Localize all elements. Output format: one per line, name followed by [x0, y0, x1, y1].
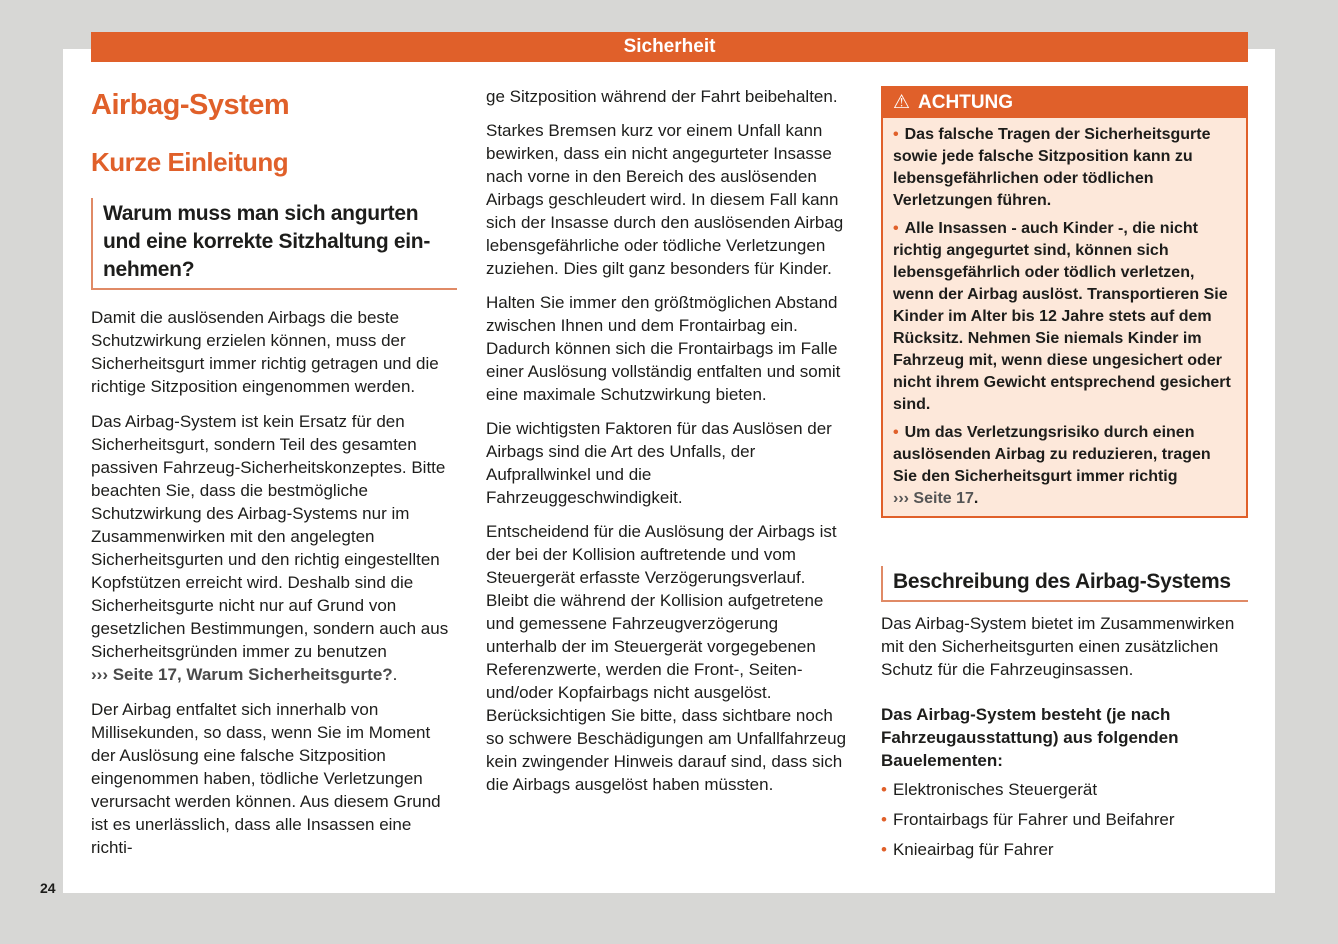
warning-item: [893, 218, 1236, 416]
cross-reference-link[interactable]: ››› Seite 17, Warum Sicherheitsgurte?: [91, 665, 393, 684]
paragraph: Entscheidend für die Auslösung der Airbags ist der bei der Kollision auftretende und vom Steuergerät erfasste Verzögerungsverlauf. Bleibt die während der Kollision aufgetretene und gemessene Fahrzeugverzögerung unterhalb der im Steuergerät vorgegebenen Referenzwerte, werden die Front-, Seiten- und/oder Kopfairbags nicht ausgelöst. Berücksichtigen Sie bitte, dass sichtbare noch so schwere Beschädigungen am Unfallfahrzeug kein zwingender Hinweis darauf sind, dass sich die Airbags ausgelöst haben müssten.: [486, 522, 847, 794]
bullet-icon: •: [881, 840, 887, 859]
cross-reference-link[interactable]: ››› Seite 17: [893, 490, 974, 507]
paragraph: Starkes Bremsen kurz vor einem Unfall kann bewirken, dass ein nicht angegurteter Insasse nach vorne in den Bereich des auslösenden Airbags geschleudert wird. In diesem Fall kann sich der Insasse durch den auslösenden Airbag lebensgefährliche oder tödliche Verletzungen zuziehen. Dies gilt ganz besonders für Kinder.: [486, 121, 844, 278]
warning-item-text: Alle Insassen - auch Kinder -, die nicht richtig angegurtet sind, können sich lebensgefährlich oder tödlich verletzen, wenn der Airbag auslöst. Transportieren Sie Kinder im Alter bis 12 Jahre stets auf dem Rücksitz. Nehmen Sie niemals Kinder im Fahrzeug mit, wenn diese ungesichert oder nicht ihrem Gewicht entsprechend gesichert sind.: [893, 220, 1231, 413]
list-item-text: Elektronisches Steuergerät: [892, 780, 1098, 799]
paragraph: Halten Sie immer den größtmöglichen Abstand zwischen Ihnen und dem Frontairbag ein. Dadurch können sich die Frontairbags im Falle einer Auslösung vollständig entfalten und somit eine maximale Schutzwirkung bieten.: [486, 293, 841, 404]
list-item: [881, 808, 1248, 831]
warning-body: [883, 118, 1246, 516]
warning-item-text: Das falsche Tragen der Sicherheitsgurte sowie jede falsche Sitzposition kann zu lebensgefährlichen oder tödlichen Verletzungen führen.: [893, 126, 1211, 209]
section-subtitle: Kurze Einleitung: [91, 147, 289, 177]
middle-column: [486, 84, 852, 796]
left-column: [91, 84, 457, 859]
list-item: [881, 838, 1248, 861]
bullet-icon: •: [893, 126, 899, 143]
components-intro: Das Airbag-System besteht (je nach Fahrzeugausstattung) aus folgenden Bauelementen:: [881, 705, 1179, 770]
paragraph: ge Sitzposition während der Fahrt beibehalten.: [486, 87, 838, 106]
intro-paragraph: Das Airbag-System bietet im Zusammenwirken mit den Sicherheitsgurten einen zusätzlichen Schutz für die Fahrzeuginsassen.: [881, 614, 1235, 679]
punctuation: .: [973, 490, 979, 507]
warning-item-text: Um das Verletzungsrisiko durch einen auslösenden Airbag zu reduzieren, tragen Sie den Sicherheitsgurt immer richtig: [893, 424, 1211, 485]
paragraph: [91, 410, 457, 686]
warning-header: [883, 88, 1246, 118]
bullet-icon: •: [881, 810, 887, 829]
section-header-bar: [91, 32, 1248, 62]
bullet-icon: •: [881, 780, 887, 799]
components-list: [881, 778, 1248, 861]
page-number: 24: [40, 880, 56, 896]
question-heading: Warum muss man sich angurten und eine korrekte Sitzhaltung ein-nehmen?: [91, 198, 457, 290]
paragraph: Der Airbag entfaltet sich innerhalb von Millisekunden, so dass, wenn Sie im Moment der Auslösung eine falsche Sitzposition eingenommen haben, tödliche Verletzungen verursacht werden können. Aus diesem Grund ist es unerlässlich, dass alle Insassen eine richti-: [91, 700, 441, 857]
list-item: [881, 778, 1248, 801]
warning-box: [881, 86, 1248, 518]
paragraph: Die wichtigsten Faktoren für das Auslösen der Airbags sind die Art des Unfalls, der Aufprallwinkel und die Fahrzeuggeschwindigkeit.: [486, 419, 832, 507]
warning-title: ACHTUNG: [918, 92, 1014, 113]
bullet-icon: •: [893, 220, 899, 237]
bullet-icon: •: [893, 424, 899, 441]
warning-triangle-icon: ⚠: [893, 92, 911, 113]
paragraph: Damit die auslösenden Airbags die beste Schutzwirkung erzielen können, muss der Sicherheitsgurt immer richtig getragen und die richtige Sitzposition eingenommen werden.: [91, 308, 439, 396]
warning-item: [893, 124, 1236, 212]
section-heading: Beschreibung des Airbag-Systems: [881, 566, 1248, 602]
warning-item: [893, 422, 1236, 510]
list-item-text: Knieairbag für Fahrer: [892, 840, 1054, 859]
right-column: [881, 84, 1248, 868]
section-header-title: Sicherheit: [623, 36, 716, 57]
punctuation: .: [392, 665, 398, 684]
list-item-text: Frontairbags für Fahrer und Beifahrer: [892, 810, 1175, 829]
paragraph-text: Das Airbag-System ist kein Ersatz für den Sicherheitsgurt, sondern Teil des gesamten passiven Fahrzeug-Sicherheitskonzeptes. Bitte beachten Sie, dass die bestmögliche Schutzwirkung des Airbag-Systems nur im Zusammenwirken mit den angelegten Sicherheitsgurten und den richtig eingestellten Kopfstützen erreicht wird. Deshalb sind die Sicherheitsgurte nicht nur auf Grund von gesetzlichen Bestimmungen, sondern auch aus Sicherheitsgründen immer zu benutzen: [91, 412, 449, 661]
page-title: Airbag-System: [91, 89, 290, 121]
